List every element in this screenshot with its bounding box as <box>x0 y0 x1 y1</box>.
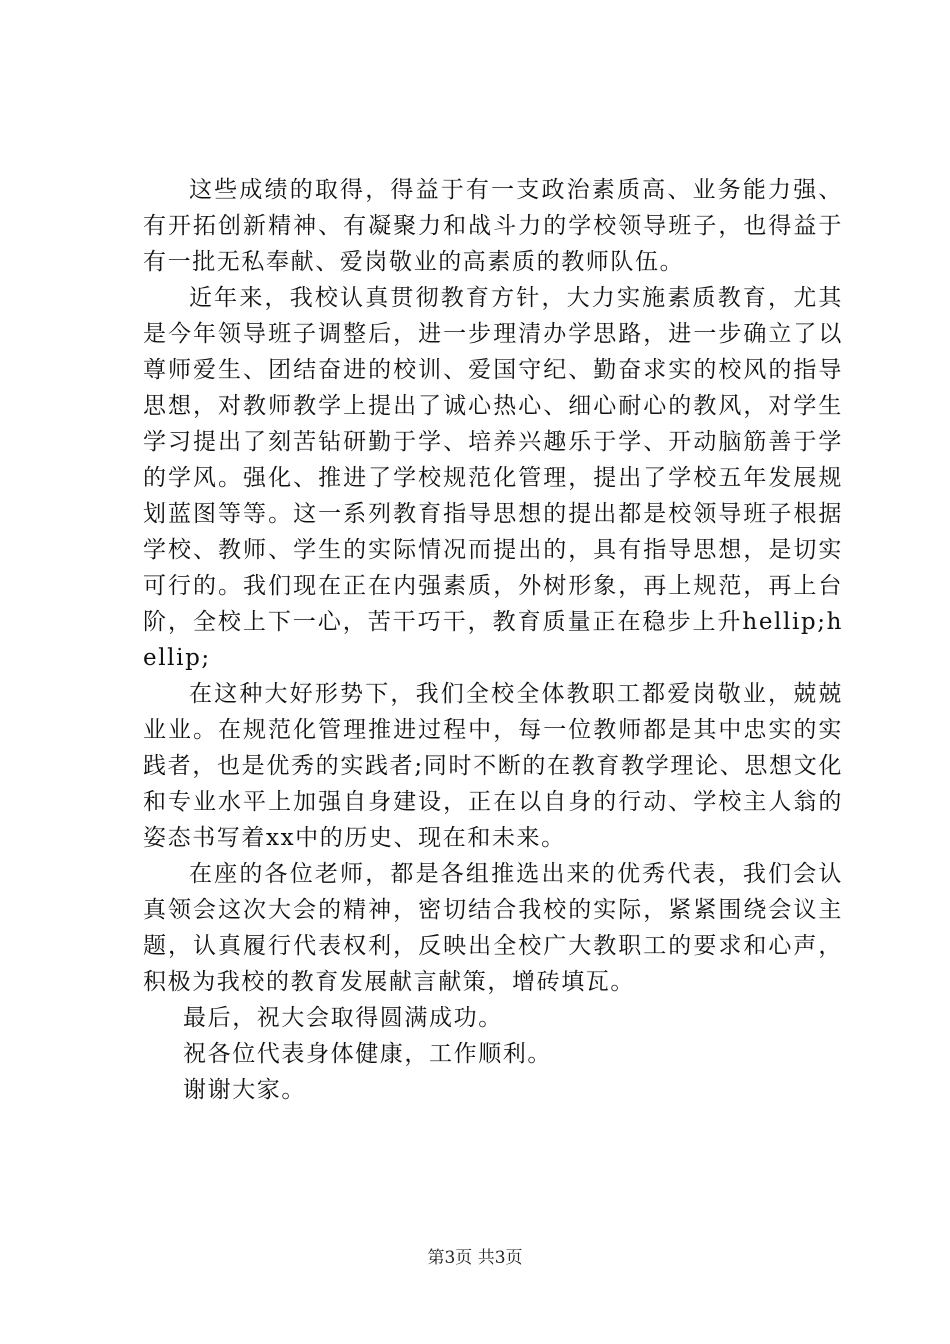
document-body <box>143 172 843 1108</box>
closing-line-1: 最后，祝大会取得圆满成功。 <box>183 1005 503 1031</box>
paragraph-1: 这些成绩的取得，得益于有一支政治素质高、业务能力强、有开拓创新精神、有凝聚力和战斗力的学校领导班子，也得益于有一批无私奉献、爱岗敬业的高素质的教师队伍。 <box>143 177 843 275</box>
paragraph-4: 在座的各位老师，都是各组推选出来的优秀代表，我们会认真领会这次大会的精神，密切结合我校的实际，紧紧围绕会议主题，认真履行代表权利，反映出全校广大教职工的要求和心声，积极为我校的教育发展献言献策，增砖填瓦。 <box>143 861 843 995</box>
page-number-footer: 第3页 共3页 <box>427 1248 523 1268</box>
closing-line-2: 祝各位代表身体健康，工作顺利。 <box>183 1041 552 1067</box>
paragraph-3: 在这种大好形势下，我们全校全体教职工都爱岗敬业，兢兢业业。在规范化管理推进过程中，每一位教师都是其中忠实的实践者，也是优秀的实践者;同时不断的在教育教学理论、思想文化和专业水平上加强自身建设，正在以自身的行动、学校主人翁的姿态书写着xx中的历史、现在和未来。 <box>143 681 843 851</box>
closing-line-3: 谢谢大家。 <box>183 1077 306 1103</box>
paragraph-2: 近年来，我校认真贯彻教育方针，大力实施素质教育，尤其是今年领导班子调整后，进一步理清办学思路，进一步确立了以尊师爱生、团结奋进的校训、爱国守纪、勤奋求实的校风的指导思想，对教师教学上提出了诚心热心、细心耐心的教风，对学生学习提出了刻苦钻研勤于学、培养兴趣乐于学、开动脑筋善于学的学风。强化、推进了学校规范化管理，提出了学校五年发展规划蓝图等等。这一系列教育指导思想的提出都是校领导班子根据学校、教师、学生的实际情况而提出的，具有指导思想，是切实可行的。我们现在正在内强素质，外树形象，再上规范，再上台阶，全校上下一心，苦干巧干，教育质量正在稳步上升hellip;hellip; <box>143 285 843 671</box>
